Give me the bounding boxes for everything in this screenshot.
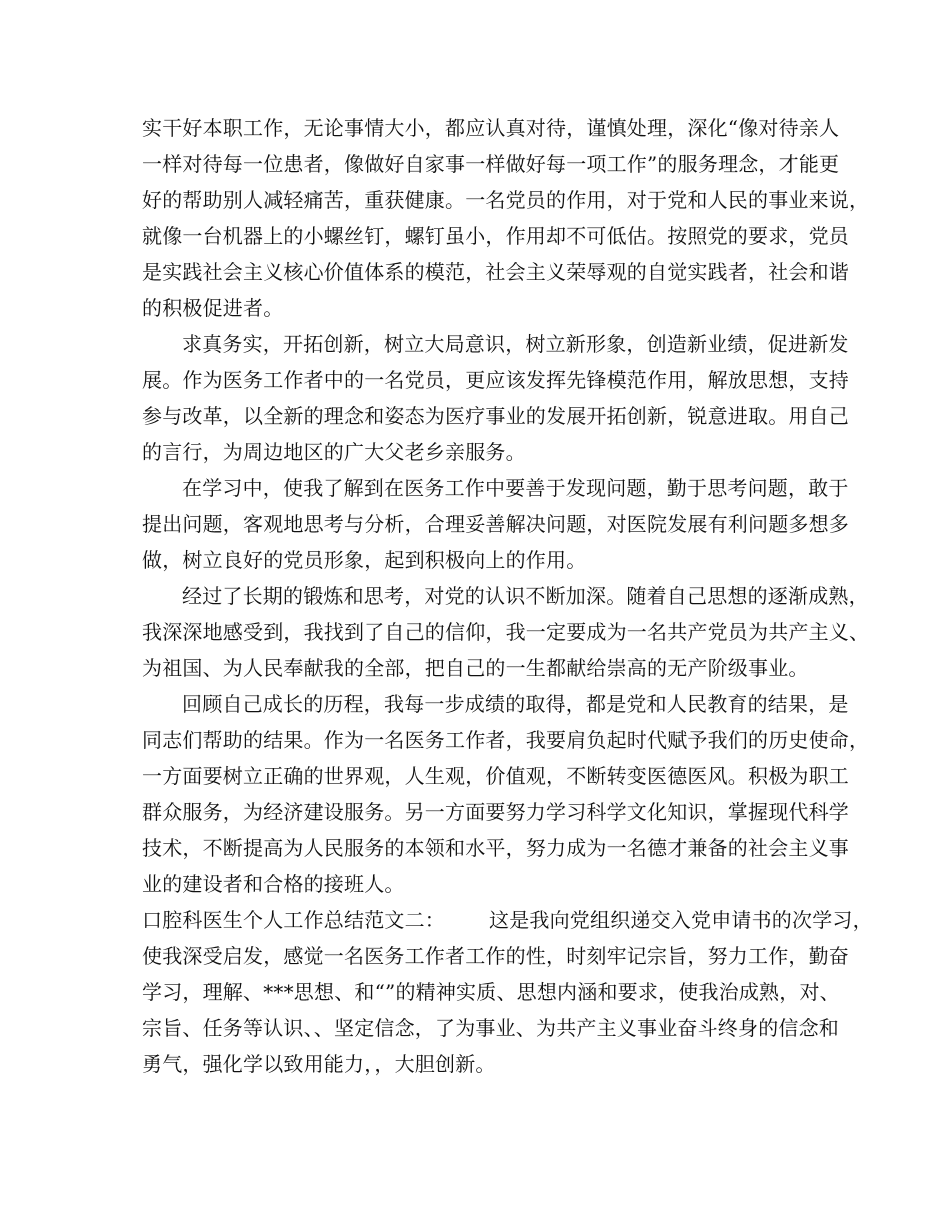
text-line: 回顾自己成长的历程，我每一步成绩的取得，都是党和人民教育的结果，是 (182, 692, 849, 716)
paragraph-1 (142, 110, 870, 326)
paragraph-5 (142, 686, 870, 902)
text-line: 的言行，为周边地区的广大父老乡亲服务。 (142, 440, 526, 464)
text-line: 提出问题，客观地思考与分析，合理妥善解决问题，对医院发展有利问题多想多 (142, 512, 849, 536)
text-line: 的积极促进者。 (142, 296, 284, 320)
text-line: 好的帮助别人减轻痛苦，重获健康。一名党员的作用，对于党和人民的事业来说， (142, 188, 870, 212)
text-line: 求真务实，开拓创新，树立大局意识，树立新形象，创造新业绩，促进新发 (182, 332, 849, 356)
text-line: 在学习中，使我了解到在医务工作中要善于发现问题，勤于思考问题，敢于 (182, 476, 849, 500)
text-line-start: 这是我向党组织递交入党申请书的次学习， (489, 908, 873, 932)
text-line: 同志们帮助的结果。作为一名医务工作者，我要肩负起时代赋予我们的历史使命， (142, 728, 870, 752)
text-line: 勇气，强化学以致用能力，，大胆创新。 (142, 1052, 496, 1076)
text-line: 展。作为医务工作者中的一名党员，更应该发挥先锋模范作用，解放思想，支持 (142, 368, 849, 392)
text-line: 经过了长期的锻炼和思考，对党的认识不断加深。随着自己思想的逐渐成熟， (182, 584, 869, 608)
text-line: 学习，理解、***思想、和“”的精神实质、思想内涵和要求，使我治成熟，对、 (142, 980, 840, 1004)
paragraph-6 (142, 902, 873, 1082)
text-line: 业的建设者和合格的接班人。 (142, 872, 405, 896)
text-line: 我深深地感受到，我找到了自己的信仰，我一定要成为一名共产党员为共产主义、 (142, 620, 870, 644)
text-line: 参与改革，以全新的理念和姿态为医疗事业的发展开拓创新，锐意进取。用自己 (142, 404, 849, 428)
text-line: 为祖国、为人民奉献我的全部，把自己的一生都献给崇高的无产阶级事业。 (142, 656, 809, 680)
text-line: 就像一台机器上的小螺丝钉，螺钉虽小，作用却不可低估。按照党的要求，党员 (142, 224, 849, 248)
text-line: 是实践社会主义核心价值体系的模范，社会主义荣辱观的自觉实践者，社会和谐 (142, 260, 849, 284)
text-line: 实干好本职工作，无论事情大小，都应认真对待，谨慎处理，深化“像对待亲人 (142, 116, 840, 140)
text-line: 一方面要树立正确的世界观，人生观，价值观，不断转变医德医风。积极为职工 (142, 764, 849, 788)
text-line: 群众服务，为经济建设服务。另一方面要努力学习科学文化知识，掌握现代科学 (142, 800, 849, 824)
paragraph-2 (142, 326, 849, 470)
section-heading-line (142, 902, 873, 938)
text-line: 宗旨、任务等认识、、坚定信念，了为事业、为共产主义事业奋斗终身的信念和 (142, 1016, 839, 1040)
paragraph-4 (142, 578, 870, 686)
section-heading: 口腔科医生个人工作总结范文二： (142, 908, 445, 932)
text-line: 技术，不断提高为人民服务的本领和水平，努力成为一名德才兼备的社会主义事 (142, 836, 849, 860)
text-line: 做，树立良好的党员形象，起到积极向上的作用。 (142, 548, 587, 572)
paragraph-3 (142, 470, 849, 578)
document-body (142, 110, 873, 1082)
text-line: 一样对待每一位患者，像做好自家事一样做好每一项工作”的服务理念，才能更 (142, 152, 840, 176)
text-line: 使我深受启发，感觉一名医务工作者工作的性，时刻牢记宗旨，努力工作，勤奋 (142, 944, 849, 968)
